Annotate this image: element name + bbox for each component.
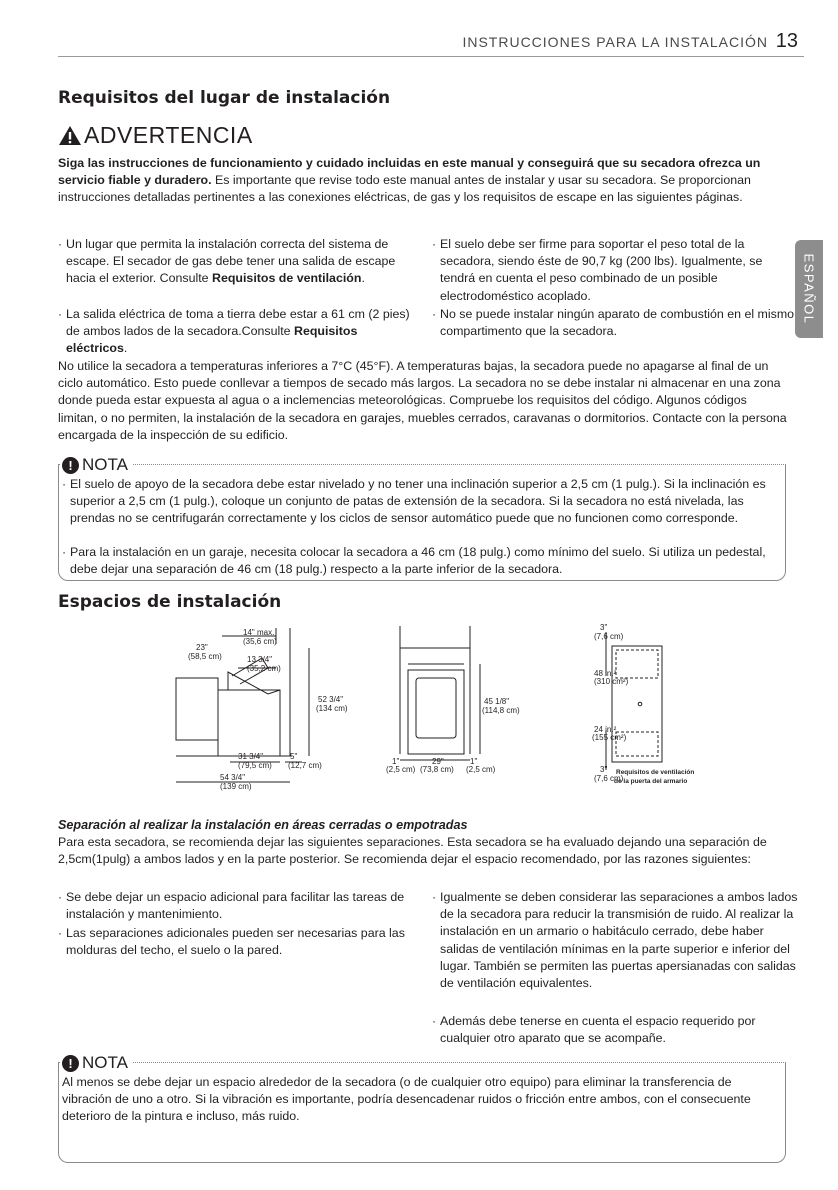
enclosed-install-title: Separación al realizar la instalación en áreas cerradas o empotradas [58, 818, 468, 832]
running-head: INSTRUCCIONES PARA LA INSTALACIÓN [462, 34, 768, 50]
list-item: · No se puede instalar ningún aparato de combustión en el mismo compartimento que la secadora. [432, 307, 795, 339]
nota-heading [60, 455, 132, 475]
svg-text:(134 cm): (134 cm) [316, 704, 348, 713]
list-item: · Igualmente se deben considerar las separaciones a ambos lados de la secadora para reducir la transmisión de ruido. Al realizar la instalación en un armario o habitáculo cerrado, debe haber salidas de ventilación mínimas en la parte superior e inferior del lugar. También se permiten las puertas apersianadas con salidas de ventilación equivalentes. [432, 890, 798, 991]
svg-text:14" max.: 14" max. [243, 628, 275, 637]
nota-heading [60, 1053, 132, 1073]
svg-text:13 3/4": 13 3/4" [247, 655, 273, 664]
svg-text:(35,6 cm): (35,6 cm) [243, 637, 277, 646]
nota-title: NOTA [82, 1053, 128, 1072]
section-title-site-requirements: Requisitos del lugar de instalación [58, 88, 391, 108]
language-tab-label: ESPAÑOL [801, 253, 817, 325]
list-item: · El suelo de apoyo de la secadora debe estar nivelado y no tener una inclinación superior a 2,5 cm (1 pulg.). Si la inclinación es superior a 2,5 cm (1 pulg.), coloque un conjunto de patas de extensión de la secadora. Si la secadora no está nivelada, las prendas no se centrifugarán correctamente y los ciclos de sensor automático puede que no funcionen como corresponde. [62, 477, 766, 526]
info-exclamation-icon: ! [62, 1055, 79, 1072]
nota-title: NOTA [82, 455, 128, 474]
svg-text:31 3/4": 31 3/4" [238, 752, 264, 761]
nota-text: Al menos se debe dejar un espacio alrededor de la secadora (o de cualquier otro equipo) para eliminar la transferencia de vibración de uno a otro. Si la vibración es importante, podría desencadenar ruidos o fricción entre ambos, con el consecuente deterioro de la pintura e incluso, más ruido. [62, 1075, 751, 1124]
clearance-diagrams [0, 620, 838, 805]
svg-text:(2,5 cm): (2,5 cm) [386, 765, 416, 774]
svg-text:Requisitos de ventilación: Requisitos de ventilación [616, 769, 695, 776]
svg-text:5": 5" [290, 752, 298, 761]
svg-text:(7,6 cm): (7,6 cm) [594, 774, 624, 783]
svg-text:54 3/4": 54 3/4" [220, 773, 246, 782]
svg-text:de la puerta del armario: de la puerta del armario [614, 778, 688, 785]
svg-text:45 1/8": 45 1/8" [484, 697, 510, 706]
svg-text:(58,5 cm): (58,5 cm) [188, 652, 222, 661]
warning-intro-bold: Siga las instrucciones de funcionamiento y cuidado incluidas en este manual y conseguirá que su secadora ofrezca un servicio fiable y duradero. [58, 156, 761, 188]
svg-text:(310 cm²): (310 cm²) [594, 677, 629, 686]
list-item: · Un lugar que permita la instalación correcta del sistema de escape. El secador de gas debe tener una salida de escape hacia el exterior. Consulte Requisitos de ventilación. [58, 237, 396, 286]
svg-text:23": 23" [196, 643, 208, 652]
list-item: · Las separaciones adicionales pueden ser necesarias para las molduras del techo, el suelo o la pared. [58, 926, 405, 958]
warning-heading [58, 122, 253, 149]
header-rule [58, 56, 804, 57]
svg-text:29": 29" [432, 757, 444, 766]
svg-text:(114,8 cm): (114,8 cm) [482, 706, 520, 715]
list-item: · Se debe dejar un espacio adicional para facilitar las tareas de instalación y mantenimiento. [58, 890, 405, 922]
enclosed-paragraph: Para esta secadora, se recomienda dejar las siguientes separaciones. Esta secadora se ha evaluado dejando una separación de 2,5cm(1pulg) a ambos lados y en la parte posterior. Se recomienda dejar el espacio recomendado, por las razones siguientes: [58, 835, 767, 867]
language-tab[interactable] [795, 240, 823, 338]
svg-text:(139 cm): (139 cm) [220, 782, 252, 791]
list-item: · Además debe tenerse en cuenta el espacio requerido por cualquier otro aparato que se acompañe. [432, 1014, 756, 1046]
svg-text:3": 3" [600, 623, 608, 632]
svg-text:(12,7 cm): (12,7 cm) [288, 761, 322, 770]
svg-text:48 in.²: 48 in.² [594, 669, 617, 678]
warning-intro [58, 155, 788, 207]
svg-text:(2,5 cm): (2,5 cm) [466, 765, 496, 774]
svg-text:1": 1" [392, 757, 400, 766]
svg-text:1": 1" [470, 757, 478, 766]
temperature-paragraph: No utilice la secadora a temperaturas inferiores a 7°C (45°F). A temperaturas bajas, la secadora puede no apagarse al final de un ciclo automático. Esto puede conllevar a tiempos de secado más largos. La secadora no se debe instalar ni almacenar en una zona donde pueda estar expuesta al agua o a inclemencias meteorológicas. Compruebe los requisitos del código. Algunos códigos limitan, o no permiten, la instalación de la secadora en garajes, muebles cerrados, caravanas o dormitorios. Contacte con la persona encargada de la inspección de su edificio. [58, 359, 787, 442]
section-title-installation-spaces: Espacios de instalación [58, 592, 282, 612]
list-item: · La salida eléctrica de toma a tierra debe estar a 61 cm (2 pies) de ambos lados de la secadora.Consulte Requisitos eléctricos. [58, 307, 410, 356]
svg-text:(35,2 cm): (35,2 cm) [247, 664, 281, 673]
warning-title: ADVERTENCIA [84, 122, 253, 148]
info-exclamation-icon: ! [62, 457, 79, 474]
svg-text:(73,8 cm): (73,8 cm) [420, 765, 454, 774]
svg-text:(155 cm²): (155 cm²) [592, 733, 627, 742]
svg-text:(7,6 cm): (7,6 cm) [594, 632, 624, 641]
list-item: · Para la instalación en un garaje, necesita colocar la secadora a 46 cm (18 pulg.) como mínimo del suelo. Si utiliza un pedestal, debe dejar una separación de 46 cm (18 pulg.) respecto a la parte inferior de la secadora. [62, 545, 766, 577]
svg-text:24 in.²: 24 in.² [594, 725, 617, 734]
warning-intro-rest: Es importante que revise todo este manual antes de instalar y usar su secadora. Se proporcionan instrucciones detalladas pertinentes a las conexiones eléctricas, de gas y los requisitos de escape en las siguientes páginas. [58, 173, 751, 205]
front-view-diagram [400, 626, 480, 760]
svg-text:52 3/4": 52 3/4" [318, 695, 344, 704]
warning-triangle-icon [58, 125, 82, 146]
svg-text:3": 3" [600, 765, 608, 774]
page-number: 13 [775, 30, 798, 52]
closet-door-diagram [606, 632, 662, 770]
list-item: · El suelo debe ser firme para soportar el peso total de la secadora, siendo éste de 90,7 kg (200 lbs). Igualmente, se tendrá en cuenta el peso combinado de un posible electrodoméstico acoplado. [432, 237, 763, 303]
svg-text:(79,5 cm): (79,5 cm) [238, 761, 272, 770]
